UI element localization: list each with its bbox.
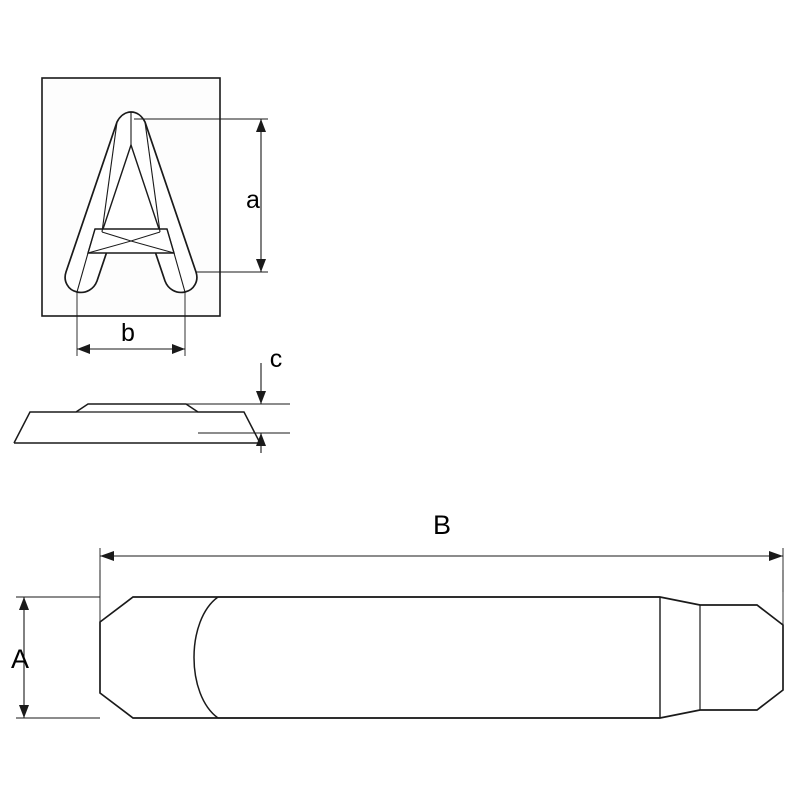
body-view-group [16,548,783,718]
dim-label-a: a [246,186,260,214]
dim-label-B: B [432,510,452,540]
dim-label-A: A [10,644,30,674]
dim-A-arrow-top [19,597,29,610]
dim-label-b: b [121,319,135,347]
dim-b-arrow-left [77,344,90,354]
dim-a-arrow-top [256,119,266,132]
profile-outline [14,404,260,443]
dim-a-arrow-bottom [256,259,266,272]
dim-label-c: c [269,345,283,373]
profile-view-group [14,363,290,453]
dim-A-arrow-bottom [19,705,29,718]
dim-B-arrow-right [769,551,783,561]
dim-B-arrow-left [100,551,114,561]
dim-b-arrow-right [172,344,185,354]
dim-c-arrow-upper [256,391,266,404]
face-view-group [42,78,268,356]
